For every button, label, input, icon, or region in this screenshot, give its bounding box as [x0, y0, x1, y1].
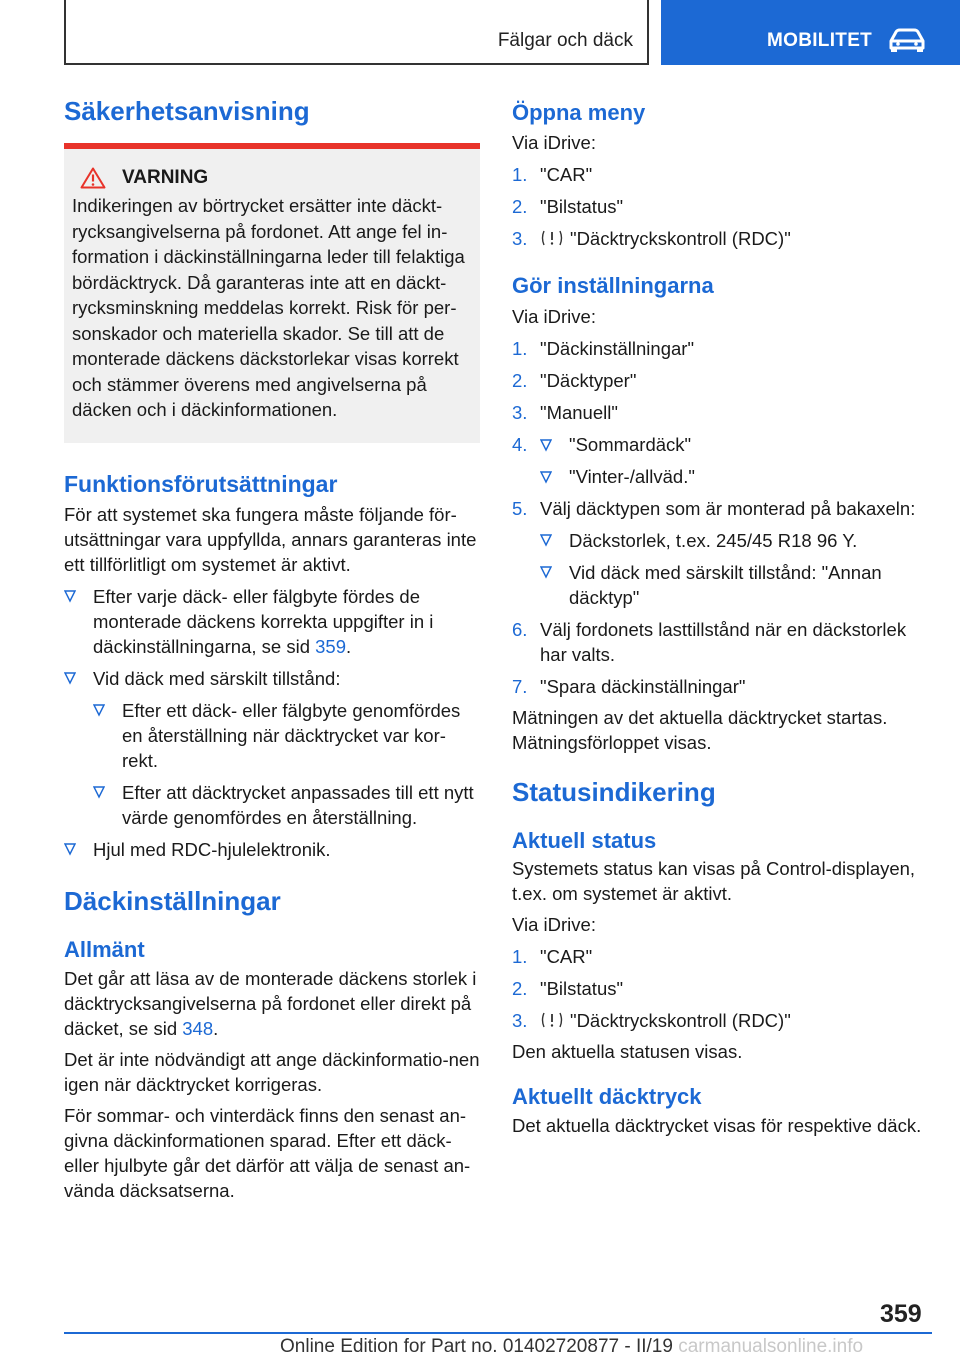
step-number: 6.: [512, 618, 528, 640]
list-item: [540, 560, 932, 610]
footer-watermark: carmanualsonline.info: [678, 1336, 864, 1357]
step-number: 1.: [512, 337, 528, 359]
status-steps: [512, 944, 932, 1033]
triangle-bullet-icon: [540, 533, 552, 547]
warning-heading: [80, 167, 472, 189]
step-text: Välj fordonets lasttillstånd när en däckstorlek har valts.: [540, 618, 907, 665]
step-text: Välj däcktypen som är monterad på bakaxeln:: [540, 497, 916, 519]
prereq-item-1-end: .: [346, 636, 352, 658]
warning-box: [64, 149, 480, 443]
header-chapter-label: MOBILITET: [767, 30, 873, 51]
step-text: Vid däck med särskilt tillstånd: "Annan däcktyp": [569, 561, 882, 608]
list-item: [512, 162, 932, 187]
step-text: "Bilstatus": [540, 978, 624, 1000]
tire-pressure-icon: [540, 1011, 564, 1029]
prereq-subitem-1: Efter ett däck- eller fälgbyte genomfördes en återställning när däcktrycket var kor-rekt.: [122, 700, 461, 772]
page-number: 359: [880, 1300, 922, 1328]
general-p1-end: .: [213, 1017, 219, 1039]
step-5-sublist: [540, 528, 932, 610]
make-settings-title: Gör inställningarna: [512, 273, 714, 299]
list-item: [512, 400, 932, 425]
step-text: "Däcktryckskontroll (RDC)": [570, 1010, 791, 1032]
prereq-intro: För att systemet ska fungera måste följande för-utsättningar vara uppfyllda, annars garanteras inte ett tillförlitligt om systemet är aktivt.: [64, 504, 477, 576]
list-item: [64, 666, 480, 830]
step-number: 3.: [512, 1010, 528, 1032]
step-number: 2.: [512, 369, 528, 391]
step-number: 3.: [512, 401, 528, 423]
list-item: [512, 368, 932, 393]
page-link-359[interactable]: 359: [315, 636, 347, 658]
open-menu-via: Via iDrive:: [512, 132, 596, 154]
step-number: 4.: [512, 433, 528, 455]
triangle-bullet-icon: [540, 470, 552, 484]
footer-edition-text: Online Edition for Part no. 01402720877 - II/19: [280, 1336, 673, 1357]
list-item: [512, 1008, 932, 1033]
step-text: Däckstorlek, t.ex. 245/45 R18 96 Y.: [569, 529, 858, 551]
triangle-bullet-icon: [64, 589, 76, 603]
warning-text: Indikeringen av börtrycket ersätter inte däckt-rycksangivelserna på fordonet. Att ange fel in-formation i däckinställningarna leder till felaktiga bördäcktryck. Då garanteras inte att en däckt-rycksminskning meddelas korrekt. Risk för per-sonskador och materiella skador. Se till att de monterade däckens däckstorlekar visas korrekt och stämmer överens med angivelserna på däcken och i däckinformationen.: [72, 195, 465, 421]
list-item: [512, 944, 932, 969]
step-text: "Manuell": [540, 401, 618, 423]
triangle-bullet-icon: [64, 671, 76, 685]
list-item: [540, 528, 932, 553]
status-title: Statusindikering: [512, 776, 716, 807]
step-number: 2.: [512, 196, 528, 218]
warning-label: VARNING: [122, 167, 209, 189]
triangle-bullet-icon: [93, 703, 105, 717]
prereq-title: Funktionsförutsättningar: [64, 470, 338, 497]
step-4-option-2: [540, 464, 932, 489]
tire-pressure-icon: [540, 229, 564, 247]
left-column: [64, 96, 480, 1203]
settings-title: Däckinställningar: [64, 886, 281, 917]
step-number: 7.: [512, 675, 528, 697]
general-p3: För sommar- och vinterdäck finns den senast an-givna däckinformationen sparad. Efter ett däck-eller hjulbyte går det därför att välja de senast an-vända däcksatserna.: [64, 1104, 471, 1201]
triangle-bullet-icon: [93, 785, 105, 799]
header-chapter-tab: [661, 0, 960, 65]
prereq-list: [64, 584, 480, 862]
footer-rule: [64, 1332, 932, 1334]
prereq-subitem-2: Efter att däcktrycket anpassades till ett nytt värde genomfördes en återställning.: [122, 782, 474, 829]
status-after: Den aktuella statusen visas.: [512, 1041, 743, 1063]
warning-triangle-icon: [80, 167, 106, 189]
general-p2: Det är inte nödvändigt att ange däckinformatio-nen igen när däcktrycket korrigeras.: [64, 1048, 480, 1095]
open-menu-steps: [512, 162, 932, 251]
step-text: "CAR": [540, 946, 593, 968]
step-text: "CAR": [540, 164, 593, 186]
list-item: [512, 194, 932, 219]
list-item: [512, 617, 932, 667]
list-item: [93, 780, 480, 830]
step-text: "Bilstatus": [540, 196, 624, 218]
current-pressure-title: Aktuellt däcktryck: [512, 1084, 702, 1110]
list-item: [512, 674, 932, 699]
general-p1: [64, 966, 480, 1041]
current-status-title: Aktuell status: [512, 827, 657, 853]
open-menu-title: Öppna meny: [512, 100, 646, 125]
step-number: 1.: [512, 946, 528, 968]
current-pressure-text: Det aktuella däcktrycket visas för respektive däck.: [512, 1114, 922, 1136]
right-column: [512, 100, 932, 1138]
list-item: [64, 584, 480, 659]
triangle-bullet-icon: [540, 438, 552, 452]
car-icon: [887, 27, 927, 53]
step-number: 3.: [512, 228, 528, 250]
step-text: "Vinter-/allväd.": [569, 465, 695, 487]
prereq-item-1: Efter varje däck- eller fälgbyte fördes de monterade däckens korrekta uppgifter in i däckinställningarna, se sid: [93, 586, 434, 658]
status-via: Via iDrive:: [512, 914, 596, 936]
step-text: "Spara däckinställningar": [540, 675, 746, 697]
header-section-title: Fälgar och däck: [497, 30, 633, 51]
list-item: [512, 496, 932, 610]
list-item: [512, 336, 932, 361]
step-text: "Däcktryckskontroll (RDC)": [570, 228, 791, 250]
triangle-bullet-icon: [64, 842, 76, 856]
page-link-348[interactable]: 348: [182, 1017, 214, 1039]
step-number: 2.: [512, 978, 528, 1000]
step-number: 1.: [512, 164, 528, 186]
header-section-box: [64, 0, 649, 65]
list-item: [512, 432, 932, 489]
prereq-item-3: Hjul med RDC-hjulelektronik.: [93, 839, 331, 861]
list-item: [93, 698, 480, 773]
make-settings-after: Mätningen av det aktuella däcktrycket startas. Mätningsförloppet visas.: [512, 706, 888, 753]
list-item: [512, 226, 932, 251]
triangle-bullet-icon: [540, 565, 552, 579]
footer-edition: [280, 1336, 863, 1358]
list-item: [64, 837, 480, 862]
step-text: "Däcktyper": [540, 369, 637, 391]
step-text: "Sommardäck": [569, 433, 692, 455]
general-p1-text: Det går att läsa av de monterade däckens storlek i däcktrycksangivelserna på fordonet eller direkt på däcket, se sid: [64, 967, 477, 1039]
general-title: Allmänt: [64, 937, 145, 963]
prereq-sublist: [93, 698, 480, 830]
current-status-text: Systemets status kan visas på Control-displayen, t.ex. om systemet är aktivt.: [512, 858, 916, 905]
step-text: "Däckinställningar": [540, 337, 695, 359]
prereq-item-2: Vid däck med särskilt tillstånd:: [93, 668, 341, 690]
make-settings-via: Via iDrive:: [512, 305, 596, 327]
step-number: 5.: [512, 497, 528, 519]
safety-title: Säkerhetsanvisning: [64, 96, 310, 126]
make-settings-steps: [512, 336, 932, 699]
list-item: [512, 976, 932, 1001]
